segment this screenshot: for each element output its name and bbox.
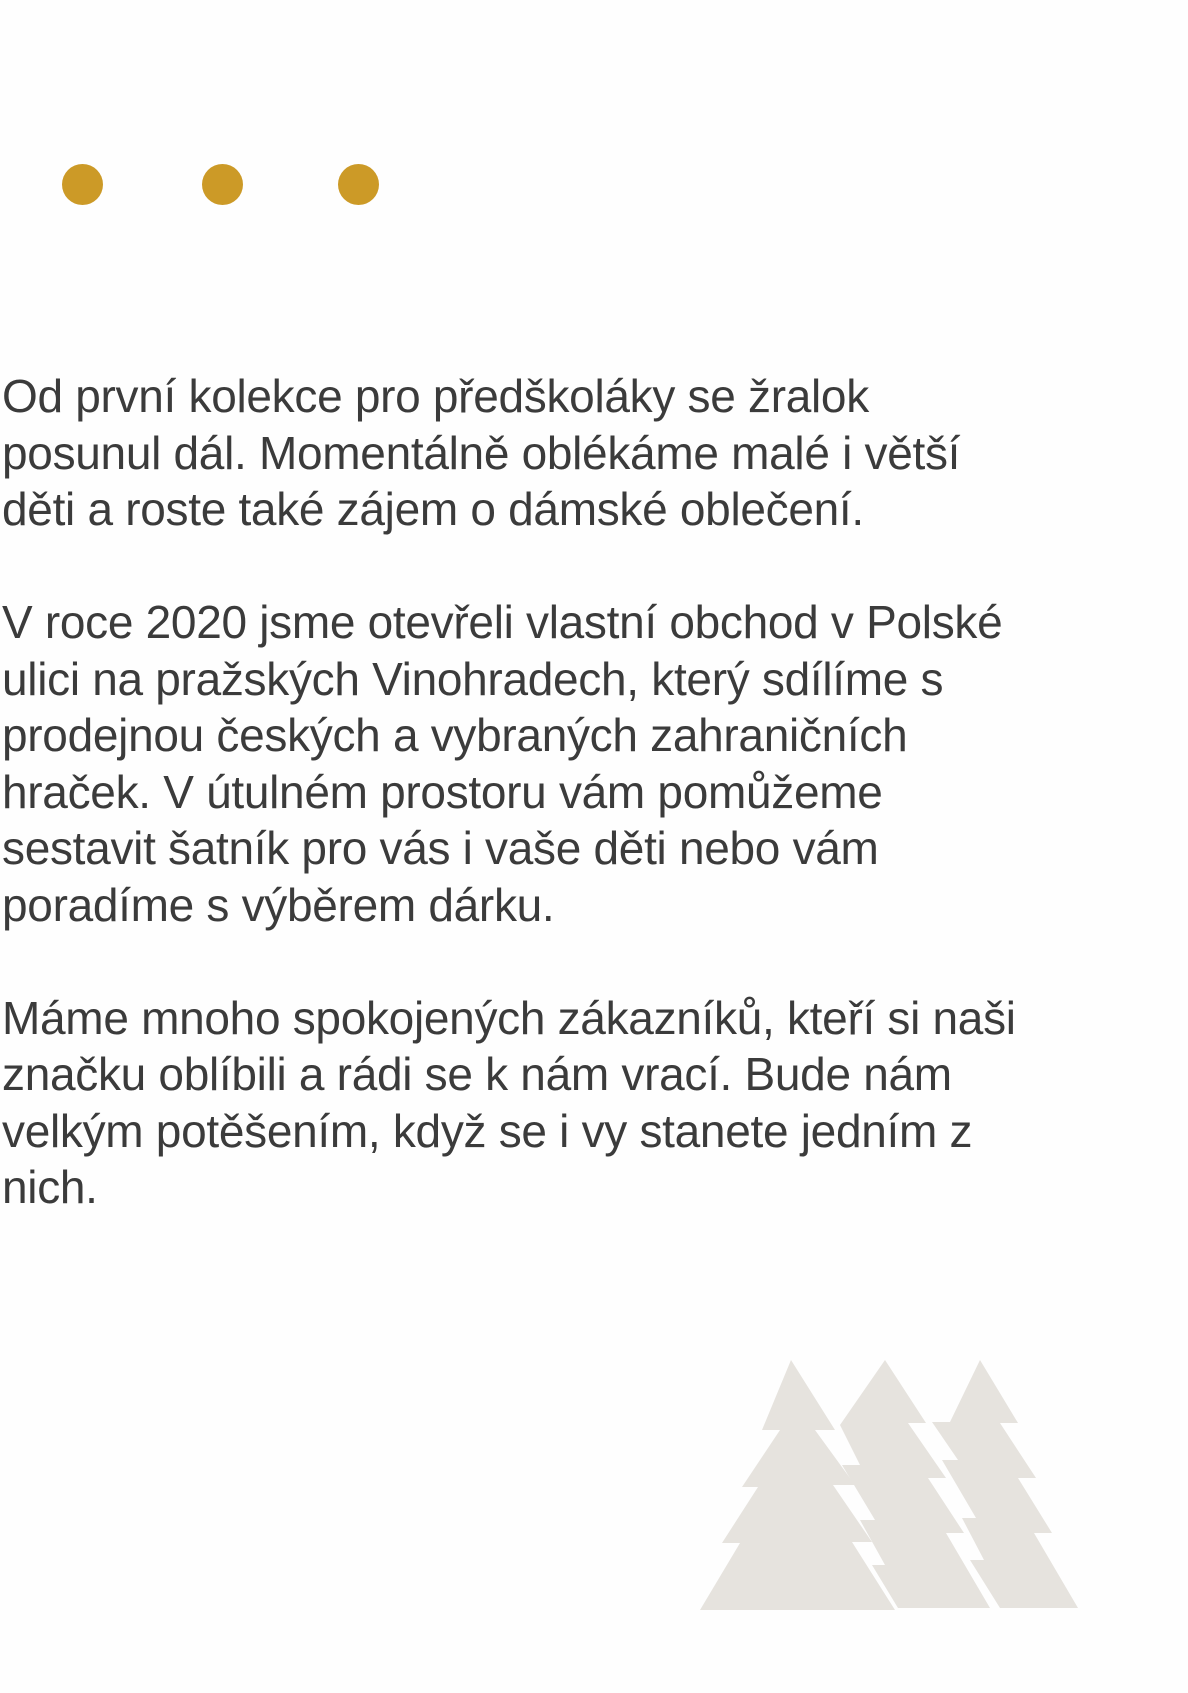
pine-trees-icon — [700, 1360, 1095, 1610]
paragraph-customers: Máme mnoho spokojených zákazníků, kteří si naši značku oblíbili a rádi se k nám vrací. Bude nám velkým potěšením, když se i vy stanete jedním z nich. — [2, 991, 1016, 1213]
about-text — [2, 368, 1122, 1272]
decorative-dots — [62, 164, 382, 208]
paragraph-shop: V roce 2020 jsme otevřeli vlastní obchod v Polské ulici na pražských Vinohradech, který sdílíme s prodejnou českých a vybraných zahraničních hraček. V útulném prostoru vám pomůžeme sestavit šatník pro vás i vaše děti nebo vám poradíme s výběrem dárku. — [2, 596, 1003, 931]
dot-icon — [62, 164, 103, 205]
paragraph-collection: Od první kolekce pro předškoláky se žralok posunul dál. Momentálně oblékáme malé i větší děti a roste také zájem o dámské oblečení. — [2, 370, 961, 535]
dot-icon — [338, 164, 379, 205]
dot-icon — [202, 164, 243, 205]
